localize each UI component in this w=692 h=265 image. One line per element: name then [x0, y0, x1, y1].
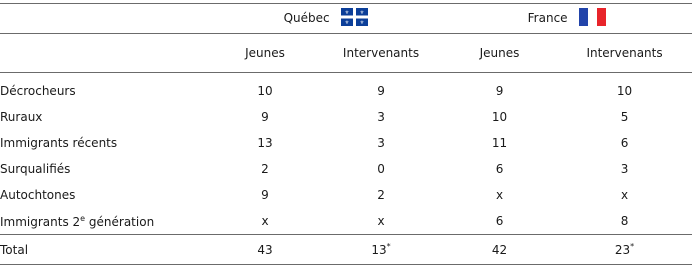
row-label: Surqualifiés	[0, 162, 71, 176]
table-cell: 2	[377, 188, 385, 202]
column-header-cell: Intervenants	[320, 34, 442, 73]
column-header-row	[0, 34, 692, 73]
table-cell: 6	[495, 162, 504, 176]
group-label-france: France	[527, 11, 568, 25]
total-cell	[210, 235, 320, 265]
table-row	[0, 182, 692, 208]
table-cell: 3	[620, 162, 629, 176]
svg-text:⚜: ⚜	[345, 20, 350, 26]
table-row	[0, 156, 692, 182]
column-header-cell: Jeunes	[442, 34, 557, 73]
column-header-cell: Jeunes	[210, 34, 320, 73]
total-cell	[320, 235, 442, 265]
row-label	[0, 208, 210, 235]
table-cell: 9	[377, 84, 385, 98]
svg-text:⚜: ⚜	[345, 10, 350, 16]
table-cell: 10	[491, 110, 508, 124]
row-label-superscript: e	[80, 213, 86, 223]
total-marker: *	[630, 242, 635, 251]
table-cell: x	[261, 214, 269, 228]
table-cell: x	[495, 188, 504, 202]
table-cell: 9	[495, 84, 504, 98]
france-flag-icon	[579, 8, 606, 29]
empty-header-cell	[0, 4, 210, 34]
total-cell	[442, 235, 557, 265]
row-label-part: génération	[85, 214, 155, 229]
row-label-part: Immigrants 2	[0, 214, 81, 229]
table-cell: 3	[377, 136, 385, 150]
table-row	[0, 130, 692, 156]
row-label: Décrocheurs	[0, 84, 76, 98]
table-cell: 5	[620, 110, 629, 124]
table-row	[0, 73, 692, 105]
column-header-cell: Intervenants	[557, 34, 692, 73]
table-cell: 13	[257, 136, 273, 150]
total-label: Total	[0, 235, 210, 265]
group-header-quebec	[210, 4, 442, 34]
total-value: 23	[614, 243, 631, 257]
table-row	[0, 208, 692, 235]
table-cell: 10	[616, 84, 633, 98]
table-row	[0, 104, 692, 130]
table-cell: 6	[495, 214, 504, 228]
svg-text:⚜: ⚜	[360, 10, 365, 16]
empty-header-cell	[0, 34, 210, 73]
total-value: 43	[257, 243, 273, 257]
group-header-row	[0, 4, 692, 34]
table-cell: x	[620, 188, 629, 202]
table-cell: 3	[377, 110, 385, 124]
table-cell: 9	[261, 188, 269, 202]
table-cell: x	[377, 214, 385, 228]
row-label: Immigrants récents	[0, 136, 118, 150]
total-value: 13	[371, 243, 387, 257]
group-label-quebec: Québec	[283, 11, 330, 25]
row-label: Autochtones	[0, 188, 76, 202]
table-cell: 2	[261, 162, 269, 176]
svg-text:⚜: ⚜	[360, 20, 365, 26]
table-cell: 0	[377, 162, 385, 176]
total-value: 42	[491, 243, 508, 257]
data-table	[0, 3, 692, 265]
table-cell: 11	[491, 136, 508, 150]
total-cell	[557, 235, 692, 265]
quebec-flag-icon	[341, 8, 368, 29]
table-cell: 9	[261, 110, 269, 124]
total-row	[0, 235, 692, 265]
table-cell: 6	[620, 136, 629, 150]
row-label: Ruraux	[0, 110, 43, 124]
table-cell: 8	[620, 214, 629, 228]
table-cell: 10	[257, 84, 273, 98]
group-header-france	[442, 4, 692, 34]
total-marker: *	[386, 242, 391, 251]
